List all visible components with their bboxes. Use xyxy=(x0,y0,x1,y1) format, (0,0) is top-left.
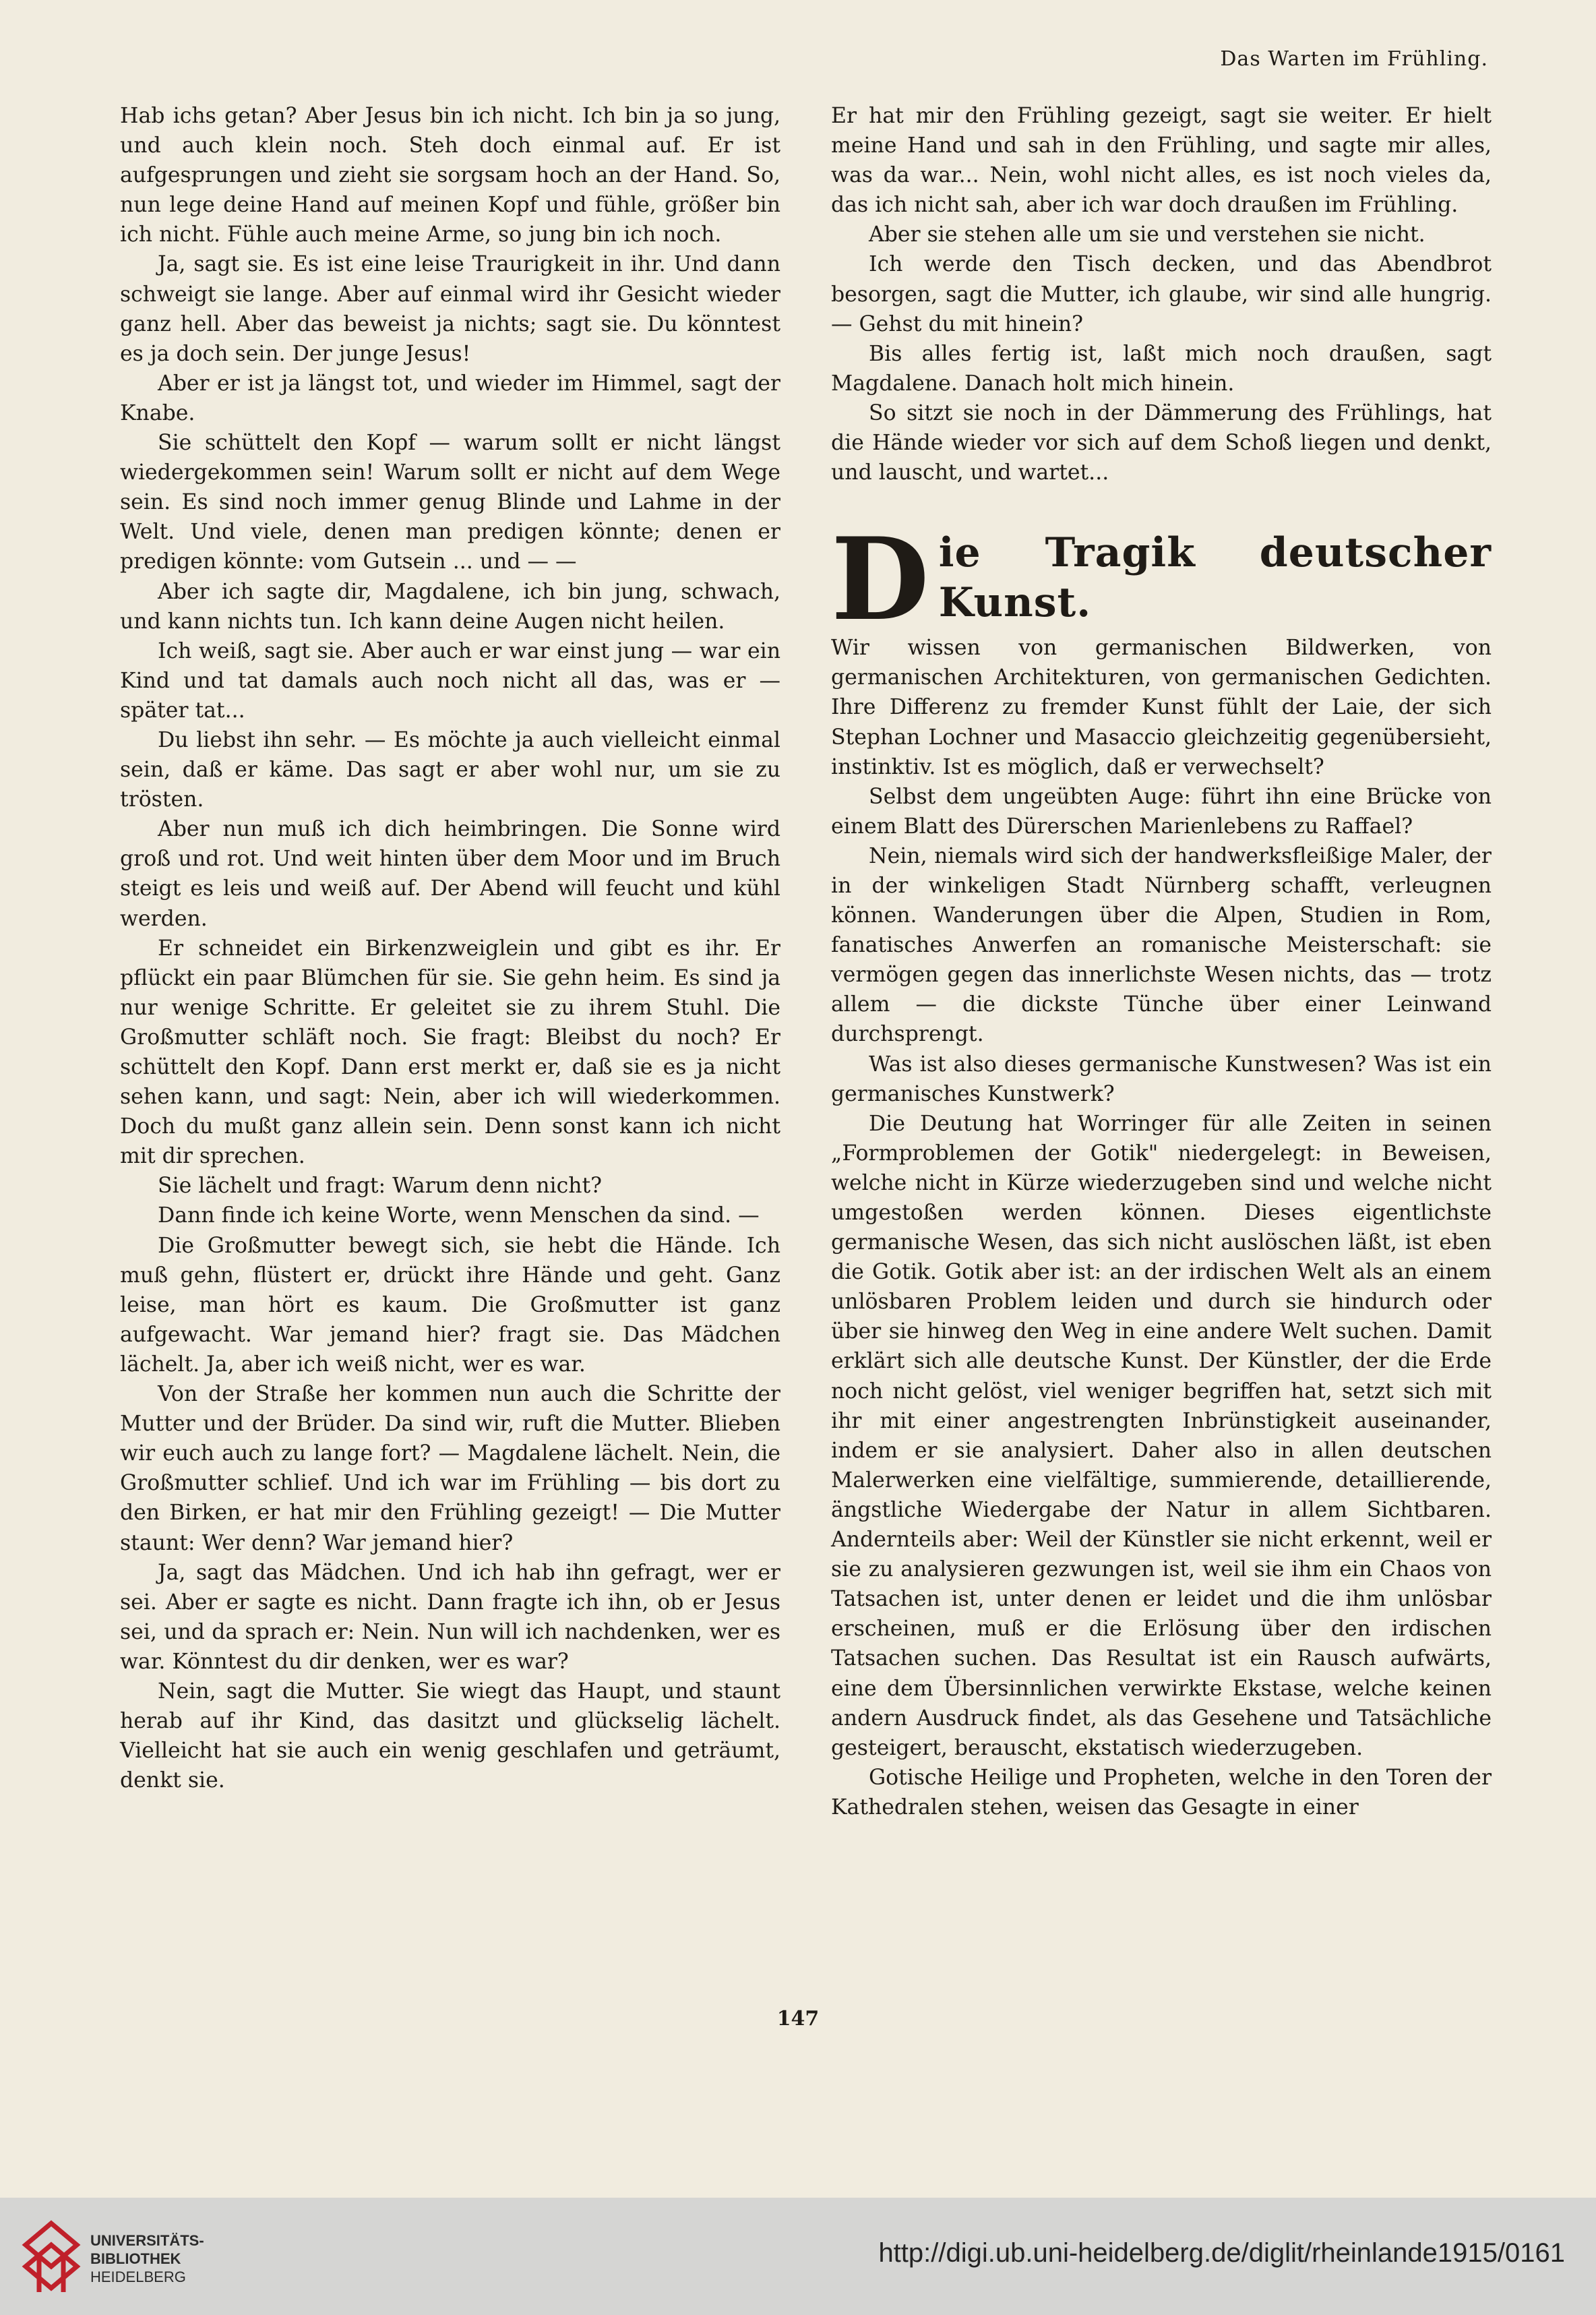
paragraph: Du liebst ihn sehr. — Es möchte ja auch vielleicht einmal sein, daß er käme. Das sagt er aber wohl nur, um sie zu trösten. xyxy=(120,727,780,812)
paragraph: Nein, niemals wird sich der handwerksfleißige Maler, der in der winkeligen Stadt Nürnberg schafft, verleugnen können. Wanderungen über die Alpen, Studien in Rom, fanatisches Anwerfen an romanische Meisterschaft: sie vermögen gegen das innerlichste Wesen nichts, das — trotz allem — die dickste Tünche über einer Leinwand durchsprengt. xyxy=(831,843,1492,1047)
library-name-line: HEIDELBERG xyxy=(90,2268,186,2285)
paragraph: Er schneidet ein Birkenzweiglein und gibt es ihr. Er pflückt ein paar Blümchen für sie. Sie gehn heim. Es sind ja nur wenige Schritte. Er geleitet sie zu ihrem Stuhl. Die Großmutter schläft noch. Sie fragt: Bleibst du noch? Er schüttelt den Kopf. Dann erst merkt er, daß sie es ja nicht sehen kann, und sagt: Nein, aber ich will wiederkommen. Doch du mußt ganz allein sein. Denn sonst kann ich nicht mit dir sprechen. xyxy=(120,936,780,1169)
paragraph: Aber sie stehen alle um sie und verstehen sie nicht. xyxy=(869,222,1425,247)
running-head: Das Warten im Frühling. xyxy=(1220,47,1488,71)
paragraph: Ja, sagt das Mädchen. Und ich hab ihn gefragt, wer er sei. Aber er sagte es nicht. Dann fragte ich ihn, ob er Jesus sei, und da sprach er: Nein. Nun will ich nachdenken, wer es war. Könntest du dir denken, wer es war? xyxy=(120,1560,780,1674)
paragraph: Aber nun muß ich dich heimbringen. Die Sonne wird groß und rot. Und weit hinten über dem Moor und im Bruch steigt es leis und weiß auf. Der Abend will feucht und kühl werden. xyxy=(120,817,780,931)
library-name-line: UNIVERSITÄTS- xyxy=(90,2232,204,2249)
paragraph: Selbst dem ungeübten Auge: führt ihn eine Brücke von einem Blatt des Dürerschen Marienlebens zu Raffael? xyxy=(831,784,1492,839)
paragraph: Bis alles fertig ist, laßt mich noch draußen, sagt Magdalene. Danach holt mich hinein. xyxy=(831,341,1492,396)
permalink-url[interactable]: http://digi.ub.uni-heidelberg.de/diglit/rheinlande1915/0161 xyxy=(878,2238,1565,2268)
paragraph: Ich werde den Tisch decken, und das Abendbrot besorgen, sagt die Mutter, ich glaube, wir sind alle hungrig. — Gehst du mit hinein? xyxy=(831,252,1492,336)
paragraph: Die Deutung hat Worringer für alle Zeiten in seinen „Formproblemen der Gotik" niedergelegt: in Beweisen, welche nicht in Kürze wiederzugeben sind und welche nicht umgestoßen werden können. Dieses eigentlichste germanische Wesen, das sich nicht auslöschen läßt, ist eben die Gotik. Gotik aber ist: an der irdischen Welt als an einem unlösbaren Problem leiden und durch sie hindurch oder über sie hinweg den Weg in eine andere Welt suchen. Damit erklärt sich alle deutsche Kunst. Der Künstler, der die Erde noch nicht gelöst, viel weniger begriffen hat, setzt sich mit ihr mit einer angestrengten Inbrünstigkeit auseinander, indem er sie analysiert. Daher also in allen deutschen Malerwerken eine vielfältige, summierende, detaillierende, ängstliche Wiedergabe der Natur in allem Sichtbaren. Andernteils aber: Weil der Künstler sie nicht erkennt, weil er sie zu analysieren gezwungen ist, weil sie ihm ein Chaos von Tatsachen ist, unter denen er leidet und die ihm unlösbar erscheinen, muß er die Erlösung über den irdischen Tatsachen suchen. Das Resultat ist ein Rausch aufwärts, eine dem Übersinnlichen verwirkte Ekstase, welche keinen andern Ausdruck findet, als das Gesehene und Tatsächliche gesteigert, berauscht, ekstatisch wiederzugeben. xyxy=(831,1111,1492,1760)
paragraph: Nein, sagt die Mutter. Sie wiegt das Haupt, und staunt herab auf ihr Kind, das dasitzt und glückselig lächelt. Vielleicht hat sie auch ein wenig geschlafen und geträumt, denkt sie. xyxy=(120,1679,780,1793)
left-column xyxy=(120,101,780,1795)
digitization-footer xyxy=(0,2198,1596,2315)
article-section xyxy=(831,512,1492,781)
paragraph: Was ist also dieses germanische Kunstwesen? Was ist ein germanisches Kunstwerk? xyxy=(831,1052,1492,1106)
paragraph: Sie lächelt und fragt: Warum denn nicht? xyxy=(158,1174,603,1199)
paragraph: Aber er ist ja längst tot, und wieder im Himmel, sagt der Knabe. xyxy=(120,371,780,425)
paragraph: Hab ichs getan? Aber Jesus bin ich nicht. Ich bin ja so jung, und auch klein noch. Steh doch einmal auf. Er ist aufgesprungen und zieht sie sorgsam hoch an der Hand. So, nun lege deine Hand auf meinen Kopf und fühle, größer bin ich nicht. Fühle auch meine Arme, so jung bin ich noch. xyxy=(120,104,780,247)
university-library-logo xyxy=(19,2218,84,2299)
page-number: 147 xyxy=(776,2007,820,2031)
paragraph: Er hat mir den Frühling gezeigt, sagt sie weiter. Er hielt meine Hand und sah in den Frühling, und sagte mir alles, was da war... Nein, wohl nicht alles, es ist noch vieles da, das ich nicht sah, aber ich war doch draußen im Frühling. xyxy=(831,104,1492,218)
article-intro: Wir wissen von germanischen Bildwerken, von germanischen Architekturen, von germanischen Gedichten. Ihre Differenz zu fremder Kunst fühlt der Laie, der sich Stephan Lochner und Masaccio gleichzeitig gegenübersieht, instinktiv. Ist es möglich, daß er verwechselt? xyxy=(831,636,1492,779)
paragraph: Die Großmutter bewegt sich, sie hebt die Hände. Ich muß gehn, flüstert er, drückt ihre Hände und geht. Ganz leise, man hört es kaum. Die Großmutter ist ganz aufgewacht. War jemand hier? fragt sie. Das Mädchen lächelt. Ja, aber ich weiß nicht, wer es war. xyxy=(120,1233,780,1377)
paragraph: Ich weiß, sagt sie. Aber auch er war einst jung — war ein Kind und tat damals auch noch nicht all das, was er — später tat... xyxy=(120,638,780,723)
paragraph: Aber ich sagte dir, Magdalene, ich bin jung, schwach, und kann nichts tun. Ich kann deine Augen nicht heilen. xyxy=(120,579,780,634)
paragraph: Ja, sagt sie. Es ist eine leise Traurigkeit in ihr. Und dann schweigt sie lange. Aber auf einmal wird ihr Gesicht wieder ganz hell. Aber das beweist ja nichts; sagt sie. Du könntest es ja doch sein. Der junge Jesus! xyxy=(120,252,780,366)
library-name xyxy=(90,2231,204,2286)
paragraph: So sitzt sie noch in der Dämmerung des Frühlings, hat die Hände wieder vor sich auf dem Schoß liegen und denkt, und lauscht, und wartet... xyxy=(831,400,1492,485)
paragraph: Sie schüttelt den Kopf — warum sollt er nicht längst wiedergekommen sein! Warum sollt er nicht auf dem Wege sein. Es sind noch immer genug Blinde und Lahme in der Welt. Und viele, denen man predigen könnte; denen er predigen könnte: vom Gutsein ... und — — xyxy=(120,431,780,574)
article-title: ie Tragik deutscher Kunst. xyxy=(938,529,1492,627)
right-column xyxy=(831,101,1492,1822)
paragraph: Gotische Heilige und Propheten, welche in den Toren der Kathedralen stehen, weisen das Gesagte in einer xyxy=(831,1765,1492,1820)
paragraph: Dann finde ich keine Worte, wenn Menschen da sind. — xyxy=(158,1203,760,1228)
paragraph: Von der Straße her kommen nun auch die Schritte der Mutter und der Brüder. Da sind wir, ruft die Mutter. Blieben wir euch auch zu lange fort? — Magdalene lächelt. Nein, die Großmutter schlief. Und ich war im Frühling — bis dort zu den Birken, er hat mir den Frühling gezeigt! — Die Mutter staunt: Wer denn? War jemand hier? xyxy=(120,1382,780,1555)
dropcap-initial: D xyxy=(831,512,929,647)
library-name-line: BIBLIOTHEK xyxy=(90,2250,181,2267)
